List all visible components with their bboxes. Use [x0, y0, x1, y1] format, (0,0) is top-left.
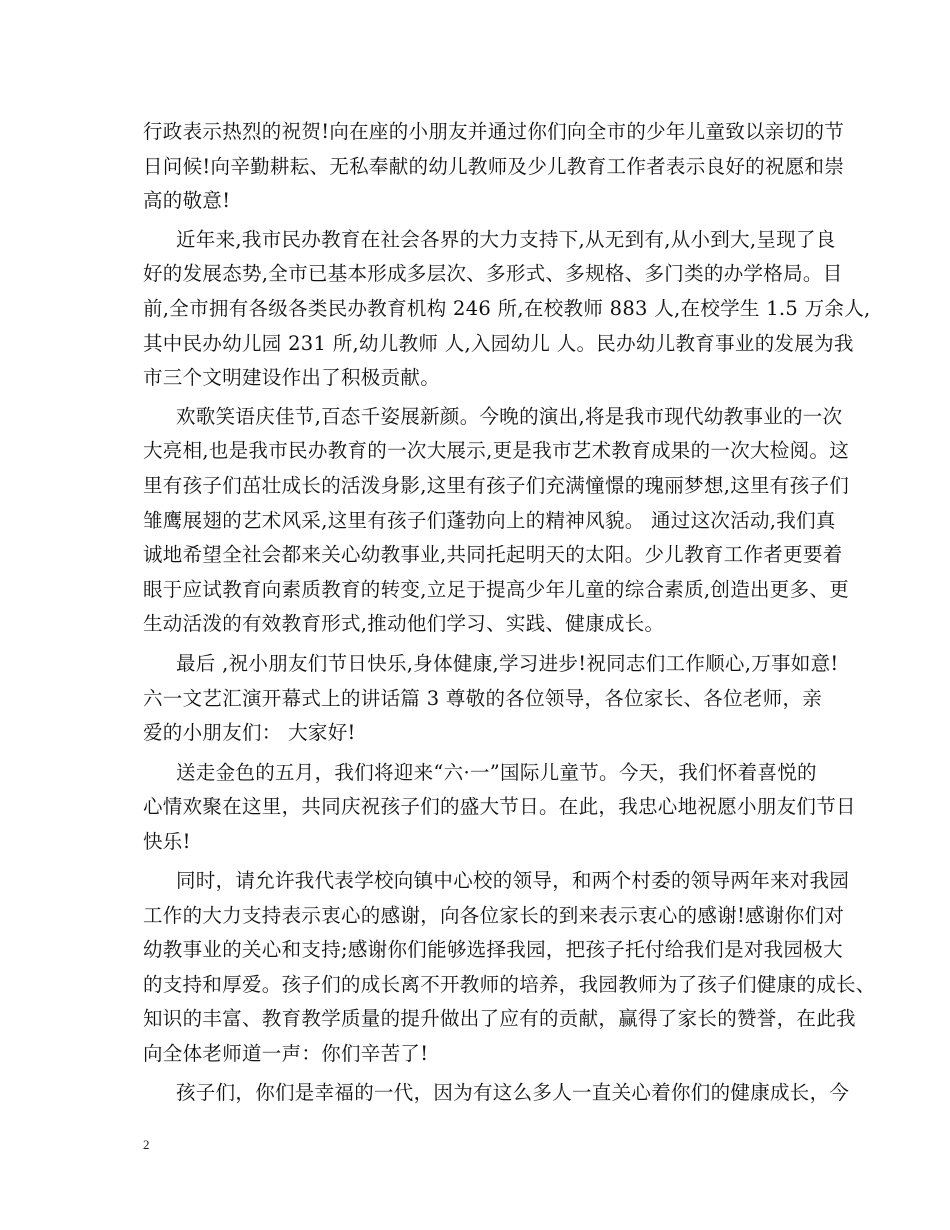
text-line: 同时，请允许我代表学校向镇中心校的领导，和两个村委的领导两年来对我园 [176, 869, 850, 892]
text-line: 生动活泼的有效教育形式,推动他们学习、实践、健康成长。 [143, 612, 665, 635]
text-line: 行政表示热烈的祝贺!向在座的小朋友并通过你们向全市的少年儿童致以亲切的节 [143, 120, 845, 143]
text-line: 近年来,我市民办教育在社会各界的大力支持下,从无到有,从小到大,呈现了良 [176, 228, 836, 251]
text-line: 日问候!向辛勤耕耘、无私奉献的幼儿教师及少儿教育工作者表示良好的祝愿和崇 [143, 155, 845, 178]
text-line: 爱的小朋友们： 大家好! [143, 721, 356, 744]
text-line: 大亮相,也是我市民办教育的一次大展示,更是我市艺术教育成果的一次大检阅。这 [143, 439, 849, 462]
text-line: 前,全市拥有各级各类民办教育机构 246 所,在校教师 883 人,在校学生 1.5 万余人, [143, 297, 871, 320]
text-line: 眼于应试教育向素质教育的转变,立足于提高少年儿童的综合素质,创造出更多、更 [143, 578, 849, 601]
text-line: 工作的大力支持表示衷心的感谢，向各位家长的到来表示衷心的感谢!感谢你们对 [143, 904, 845, 927]
text-line: 欢歌笑语庆佳节,百态千姿展新颜。今晚的演出,将是我市现代幼教事业的一次 [176, 405, 843, 428]
text-line: 市三个文明建设作出了积极贡献。 [143, 366, 441, 389]
text-line: 送走金色的五月，我们将迎来“六·一”国际儿童节。今天，我们怀着喜悦的 [176, 761, 817, 784]
text-line: 好的发展态势,全市已基本形成多层次、多形式、多规格、多门类的办学格局。目 [143, 262, 843, 285]
page-number: 2 [143, 1137, 150, 1152]
text-line: 幼教事业的关心和支持;感谢你们能够选择我园，把孩子托付给我们是对我园极大 [143, 938, 843, 961]
text-line: 知识的丰富、教育教学质量的提升做出了应有的贡献，赢得了家长的赞誉，在此我 [143, 1007, 856, 1030]
text-line: 快乐! [143, 830, 191, 853]
text-line: 高的敬意! [143, 189, 231, 212]
text-line: 心情欢聚在这里，共同庆祝孩子们的盛大节日。在此，我忠心地祝愿小朋友们节日 [143, 795, 856, 818]
text-line: 最后 ,祝小朋友们节日快乐,身体健康,学习进步!祝同志们工作顺心,万事如意! [176, 652, 839, 675]
text-line: 的支持和厚爱。孩子们的成长离不开教师的培养，我园教师为了孩子们健康的成长、 [143, 973, 876, 996]
text-line: 六一文艺汇演开幕式上的讲话篇 3 尊敬的各位领导，各位家长、各位老师，亲 [143, 687, 823, 710]
text-line: 向全体老师道一声：你们辛苦了! [143, 1042, 429, 1065]
text-line: 孩子们，你们是幸福的一代，因为有这么多人一直关心着你们的健康成长，今 [176, 1081, 850, 1104]
text-line: 其中民办幼儿园 231 所,幼儿教师 人,入园幼儿 人。民办幼儿教育事业的发展为我 [143, 332, 854, 355]
text-line: 里有孩子们茁壮成长的活泼身影,这里有孩子们充满憧憬的瑰丽梦想,这里有孩子们 [143, 474, 849, 497]
text-line: 诚地希望全社会都来关心幼教事业,共同托起明天的太阳。少儿教育工作者更要着 [143, 543, 843, 566]
text-line: 雏鹰展翅的艺术风采,这里有孩子们蓬勃向上的精神风貌。 通过这次活动,我们真 [143, 509, 836, 532]
